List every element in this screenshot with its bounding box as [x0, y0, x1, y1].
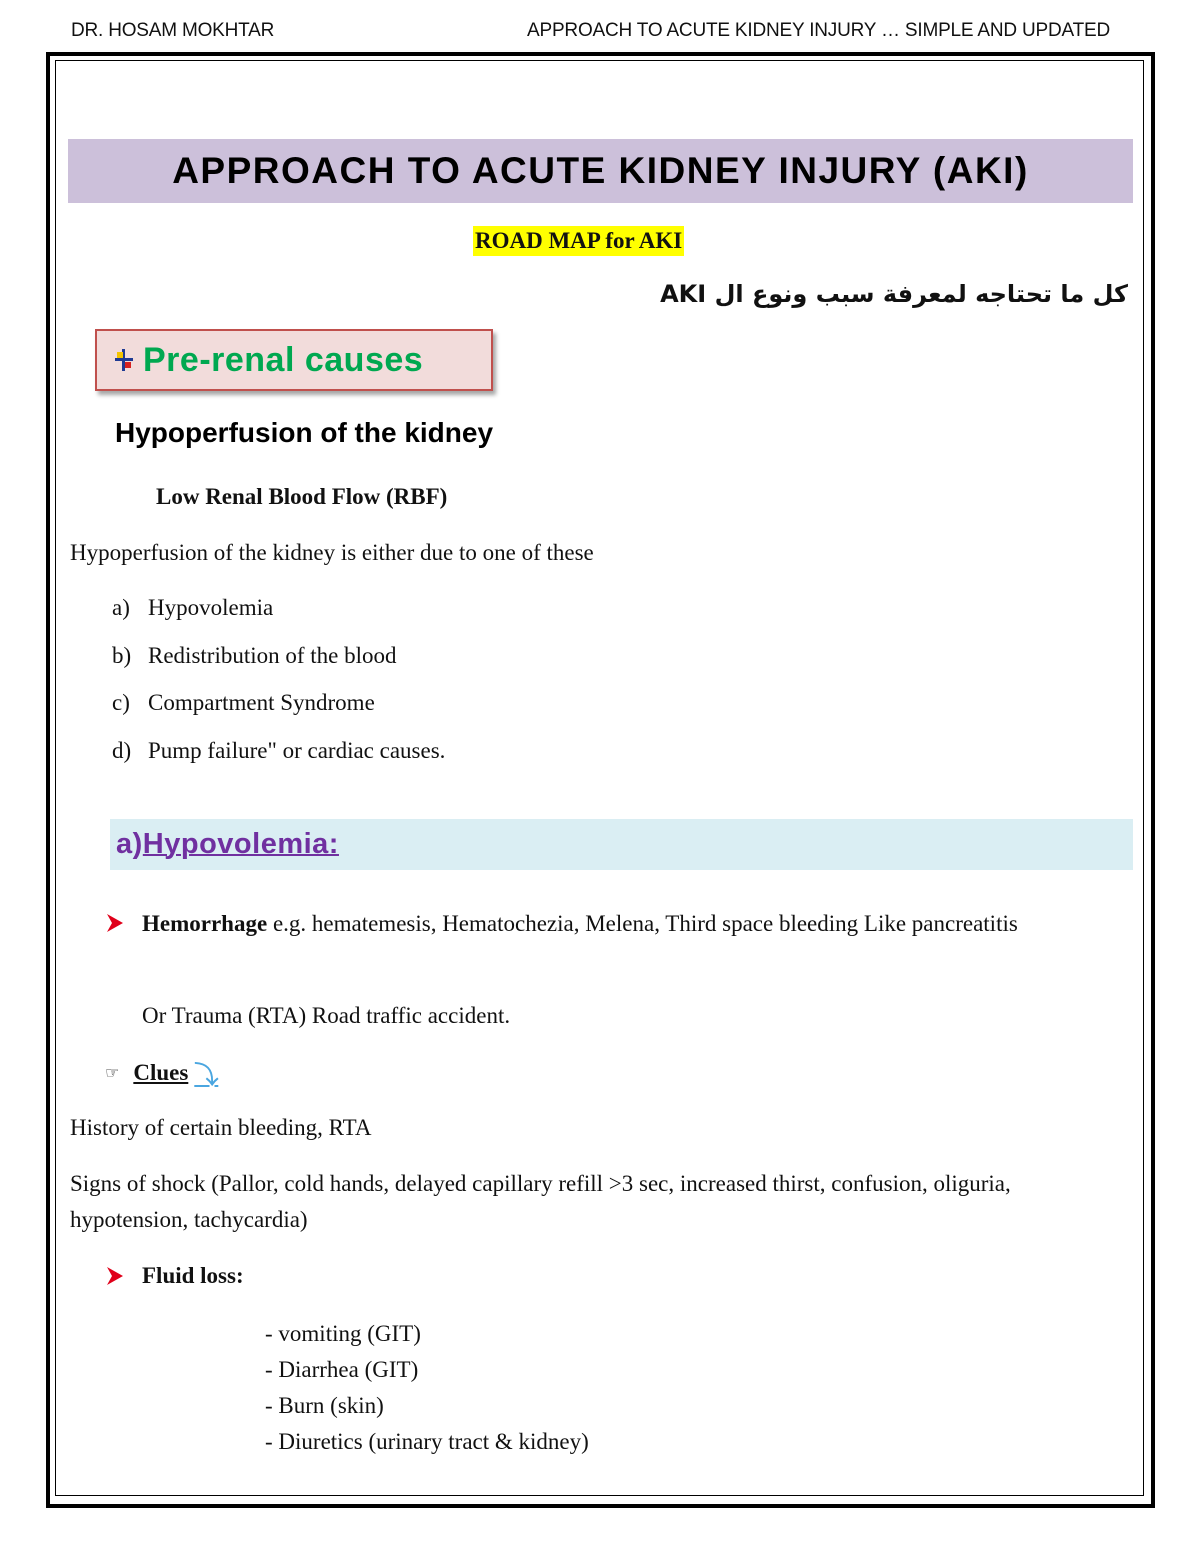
hemorrhage-text: e.g. hematemesis, Hematochezia, Melena, Third space bleeding Like pancreatitis	[267, 911, 1018, 936]
arrow-bullet-icon	[107, 1267, 123, 1285]
trauma-paragraph: Or Trauma (RTA) Road traffic accident.	[142, 1003, 511, 1028]
cause-text: Compartment Syndrome	[148, 690, 375, 715]
curved-arrow-icon: ⤵	[194, 1061, 219, 1089]
fluid-loss-label: Fluid loss:	[142, 1263, 244, 1288]
cause-marker: a)	[112, 595, 130, 620]
arrow-bullet-icon	[107, 914, 123, 932]
arabic-note: كل ما تحتاجه لمعرفة سبب ونوع ال AKI	[660, 280, 1128, 308]
cause-marker: d)	[112, 738, 132, 763]
hypovolemia-heading	[113, 828, 339, 861]
cause-marker: c)	[112, 690, 130, 715]
page-title: APPROACH TO ACUTE KIDNEY INJURY (AKI)	[172, 150, 1029, 191]
cause-item	[112, 595, 273, 621]
list-item: - Burn (skin)	[265, 1393, 384, 1418]
hypovolemia-title: Hypovolemia:	[142, 828, 339, 860]
cause-marker: b)	[112, 643, 132, 668]
hemorrhage-paragraph	[142, 906, 1102, 942]
prerenal-causes-box	[95, 329, 493, 391]
clues-signs: Signs of shock (Pallor, cold hands, delayed capillary refill >3 sec, increased thirst, confusion, oliguria, hypotension, tachycardia)	[70, 1171, 1011, 1232]
pointing-hand-icon: ☞	[105, 1063, 120, 1082]
header-author: DR. HOSAM MOKHTAR	[71, 20, 275, 41]
clues-label: Clues	[133, 1059, 189, 1085]
list-item: - Diuretics (urinary tract & kidney)	[265, 1429, 589, 1454]
cause-item	[112, 643, 397, 669]
clues-line	[105, 1055, 218, 1090]
cause-text: Pump failure" or cardiac causes.	[148, 738, 446, 763]
hypoperfusion-intro: Hypoperfusion of the kidney is either due to one of these	[70, 540, 594, 565]
header-doc-title: APPROACH TO ACUTE KIDNEY INJURY … SIMPLE AND UPDATED	[527, 20, 1110, 41]
cause-text: Hypovolemia	[148, 595, 274, 620]
hypoperfusion-heading: Hypoperfusion of the kidney	[115, 417, 494, 448]
prerenal-label: Pre-renal causes	[143, 340, 424, 379]
cause-item	[112, 690, 375, 716]
hypovolemia-prefix: a)	[116, 828, 143, 860]
cause-text: Redistribution of the blood	[148, 643, 397, 668]
roadmap-highlight: ROAD MAP for AKI	[473, 226, 684, 256]
title-band	[68, 139, 1133, 203]
hemorrhage-label: Hemorrhage	[142, 911, 268, 936]
hypovolemia-section-band	[110, 819, 1133, 870]
list-item: - vomiting (GIT)	[265, 1321, 421, 1346]
cause-item	[112, 738, 445, 764]
clues-history: History of certain bleeding, RTA	[70, 1115, 372, 1140]
fluid-loss-list	[265, 1316, 589, 1460]
plus-bullet-icon	[113, 347, 135, 373]
list-item: - Diarrhea (GIT)	[265, 1357, 419, 1382]
low-rbf-heading: Low Renal Blood Flow (RBF)	[156, 484, 448, 509]
